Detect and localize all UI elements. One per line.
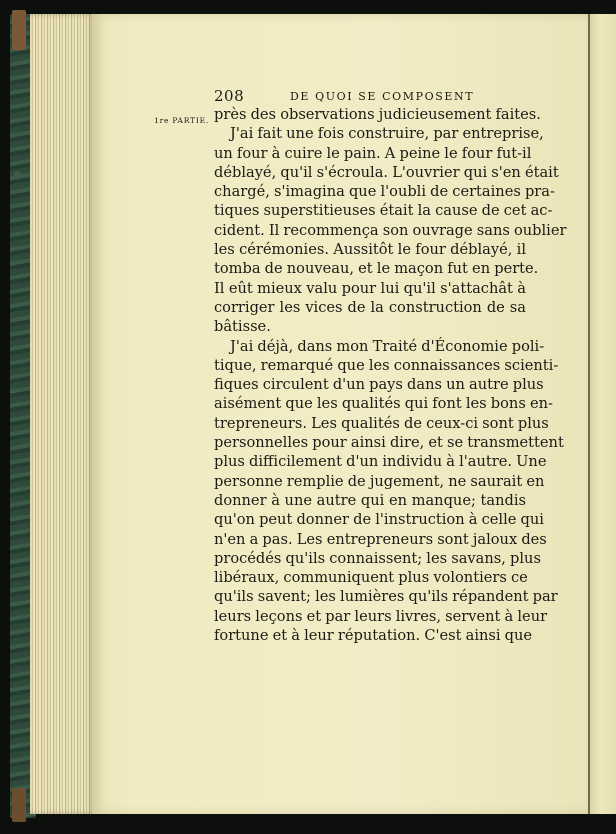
body-text [214,105,567,645]
facing-page-edge [588,14,616,814]
text-line: personne remplie de jugement, ne saurait en [214,472,545,490]
text-line: tique, remarqué que les connaissances scienti- [214,356,559,374]
text-line: leurs leçons et par leurs livres, servent à leur [214,607,548,625]
gutter-shadow [588,14,590,814]
text-line: fortune et à leur réputation. C'est ainsi que [214,627,533,645]
text-line: libéraux, communiquent plus volontiers ce [214,569,528,587]
text-line: personnelles pour ainsi dire, et se transmettent [214,434,564,452]
text-line: procédés qu'ils connaissent; les savans, plus [214,549,541,567]
text-line: bâtisse. [214,318,271,336]
text-line: déblayé, qu'il s'écroula. L'ouvrier qui s'en était [214,163,559,181]
text-line: les cérémonies. Aussitôt le four déblayé, il [214,241,526,259]
margin-note: 1re PARTIE. [154,116,210,125]
text-line: trepreneurs. Les qualités de ceux-ci sont plus [214,414,549,432]
cover-corner-bottom [12,788,26,822]
text-line: J'ai déjà, dans mon Traité d'Économie poli- [230,337,545,355]
text-line: tomba de nouveau, et le maçon fut en perte. [214,260,539,278]
text-line: un four à cuire le pain. A peine le four fut-il [214,144,532,162]
text-line: J'ai fait une fois construire, par entreprise, [230,125,544,143]
text-line: qu'on peut donner de l'instruction à celle qui [214,511,544,529]
text-line: près des observations judicieusement faites. [214,106,541,123]
page-edges-stack [30,14,94,814]
running-head: DE QUOI SE COMPOSENT [290,90,475,103]
cover-corner-top [12,10,26,50]
text-line: Il eût mieux valu pour lui qu'il s'attachât à [214,279,526,297]
text-line: chargé, s'imagina que l'oubli de certaines pra- [214,183,555,201]
text-line: aisément que les qualités qui font les bons en- [214,395,553,413]
text-line: qu'ils savent; les lumières qu'ils répandent par [214,588,558,606]
text-line: corriger les vices de la construction de sa [214,298,526,316]
text-line: tiques superstitieuses était la cause de cet ac- [214,202,553,220]
page-number: 208 [214,87,245,105]
text-line: plus difficilement d'un individu à l'autre. Une [214,453,547,471]
text-line: cident. Il recommença son ouvrage sans oublier [214,221,567,239]
text-line: fiques circulent d'un pays dans un autre plus [214,376,544,394]
text-line: donner à une autre qui en manque; tandis [214,491,526,509]
text-line: n'en a pas. Les entrepreneurs sont jaloux des [214,530,547,548]
